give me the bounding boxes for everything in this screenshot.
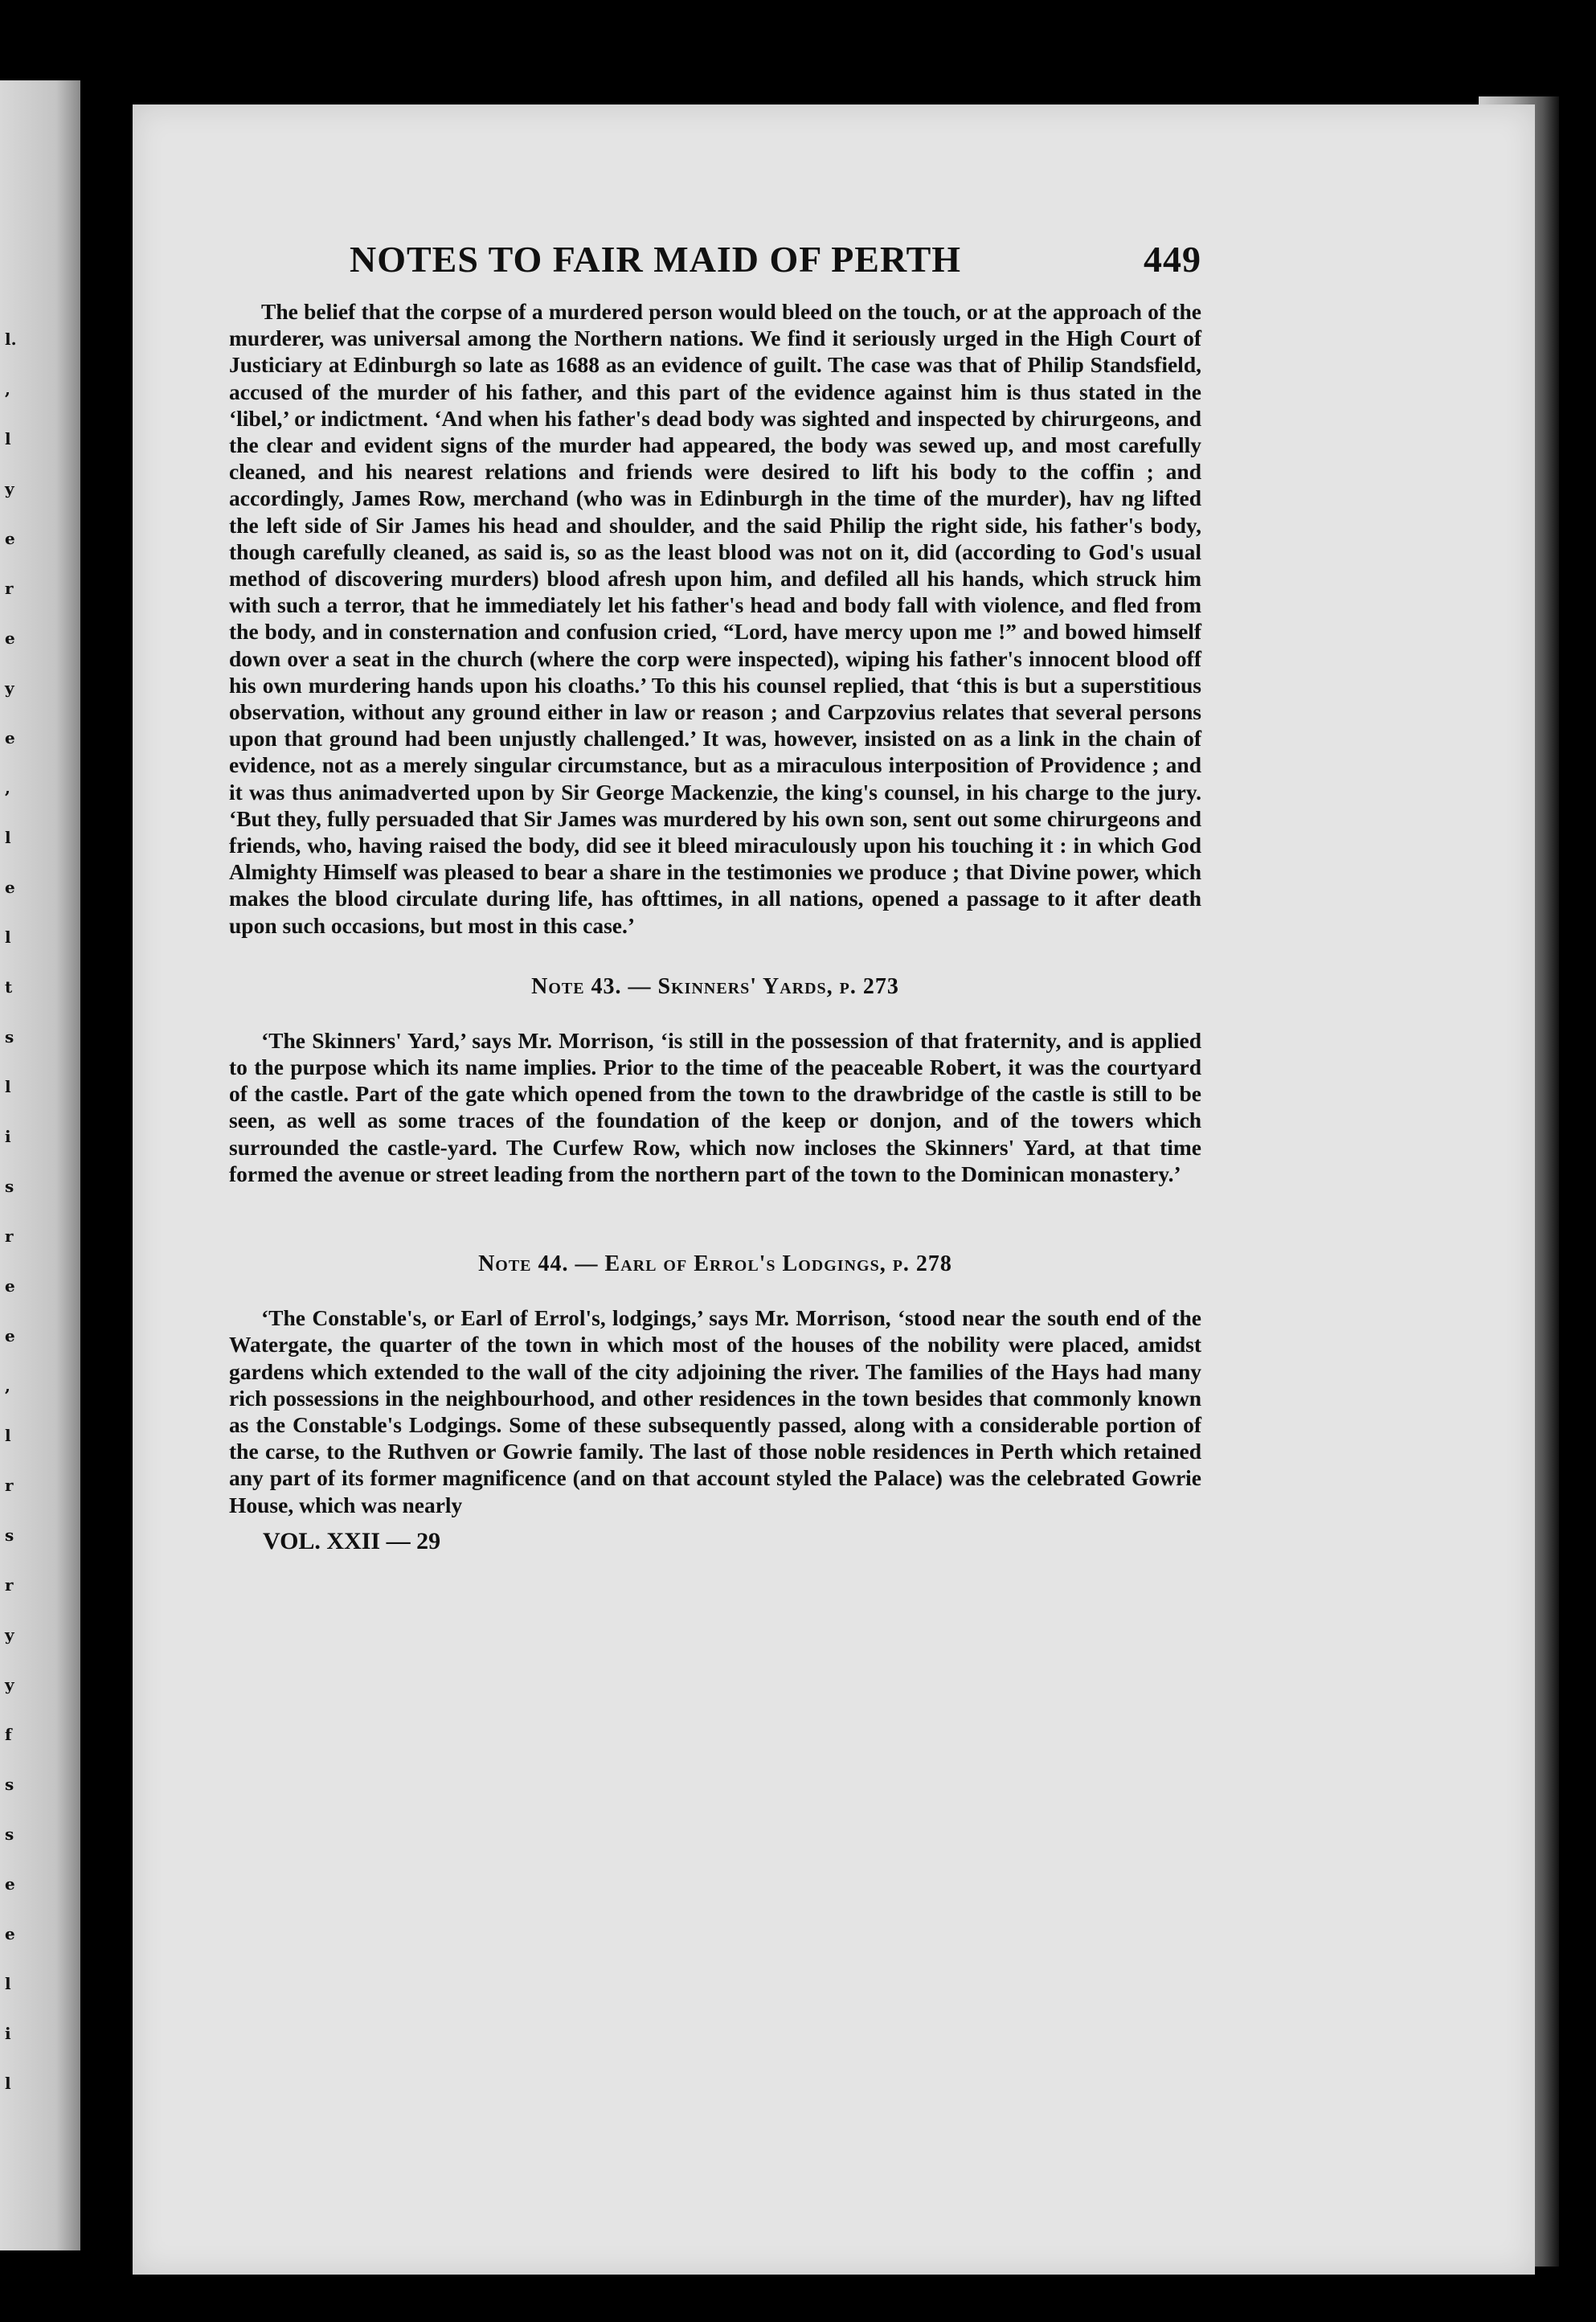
paragraph-corpse-bleeding: The belief that the corpse of a murdered person would bleed on the touch, or at the approach of the murderer, was universal among the Northern nations. We find it seriously urged in the High Court of Justiciary at Edinburgh so late as 1688 as an evidence of guilt. The case was that of Philip Standsfield, accused of the murder of his father, and this part of the evidence against him is thus stated in the ‘libel,’ or indictment. ‘And when his father's dead body was sighted and inspected by chirurgeons, and the clear and evident signs of the murder had appeared, the body was sewed up, and most carefully cleaned, and his nearest relations and friends were desired to lift his body to the coffin ; and accordingly, James Row, merchand (who was in Edinburgh in the time of the murder), hav ng lifted the left side of Sir James his head and shoulder, and the said Philip the right side, his father's body, though carefully cleaned, as said is, so as the least blood was not on it, did (according to God's usual method of discovering murders) blood afresh upon him, and defiled all his hands, which struck him with such a terror, that he immediately let his father's head and body fall with violence, and fled from the body, and in consternation and confusion cried, “Lord, have mercy upon me !” and bowed himself down over a seat in the church (where the corp were inspected), wiping his father's innocent blood off his own murdering hands upon his cloaths.’ To this his counsel replied, that ‘this is but a superstitious observation, without any ground either in law or reason ; and Carpzovius relates that several persons upon that ground had been unjustly challenged.’ It was, however, insisted on as a link in the chain of evidence, not as a merely singular circumstance, but as a miraculous interposition of Providence ; and it was thus animadverted upon by Sir George Mackenzie, the king's counsel, in his charge to the jury. ‘But they, fully persuaded that Sir James was murdered by his own son, sent out some chirurgeons and friends, who, having raised the body, did see it bleed miraculously upon his touching it : in which God Almighty Himself was pleased to bear a share in the testimonies we produce ; that Divine power, which makes the blood circulate during life, has ofttimes, in all nations, opened a passage to it after death upon such occasions, but most in this case.’	[229, 299, 1201, 938]
margin-fragment: e	[5, 1874, 15, 1894]
note-44-heading: Note 44. — Earl of Errol's Lodgings, p. 278	[478, 1251, 952, 1277]
margin-fragment: l	[5, 1077, 11, 1096]
running-header	[229, 238, 1201, 281]
page-content	[229, 238, 1201, 1555]
margin-fragment: l.	[5, 330, 17, 349]
margin-fragment: s	[5, 1177, 14, 1196]
previous-page-margin-text	[0, 80, 19, 2250]
margin-fragment: l	[5, 1974, 11, 1993]
volume-signature: VOL. XXII — 29	[263, 1527, 441, 1554]
margin-fragment: r	[5, 1227, 14, 1246]
margin-fragment: l	[5, 1426, 11, 1445]
margin-fragment: s	[5, 1027, 14, 1046]
margin-fragment: e	[5, 529, 15, 548]
margin-fragment: t	[5, 977, 13, 997]
margin-fragment: i	[5, 2024, 11, 2043]
margin-fragment: l	[5, 928, 11, 947]
margin-fragment: e	[5, 629, 15, 648]
margin-fragment: l	[5, 2074, 11, 2093]
running-title: NOTES TO FAIR MAID OF PERTH	[350, 239, 962, 280]
margin-fragment: r	[5, 1476, 14, 1495]
note-44-text: ‘The Constable's, or Earl of Errol's, lodgings,’ says Mr. Morrison, ‘stood near the south end of the Watergate, the quarter of the town in which most of the houses of the nobility were placed, amidst gardens which extended to the wall of the city adjoining the river. The families of the Hays had many rich possessions in the neighbourhood, and other residences in the town besides that commonly known as the Constable's Lodgings. Some of these subsequently passed, along with a considerable portion of the carse, to the Ruthven or Gowrie family. The last of those noble residences in Perth which retained any part of its former magnificence (and on that account styled the Palace) was the celebrated Gowrie House, which was nearly	[229, 1305, 1201, 1517]
margin-fragment: y	[5, 678, 14, 698]
margin-fragment: e	[5, 1326, 15, 1345]
margin-fragment: r	[5, 1575, 14, 1595]
margin-fragment: ,	[5, 778, 10, 797]
margin-fragment: s	[5, 1824, 14, 1844]
margin-fragment: y	[5, 479, 14, 498]
margin-fragment: e	[5, 1924, 15, 1943]
note-43-heading: Note 43. — Skinners' Yards, p. 273	[531, 973, 899, 999]
margin-fragment: f	[5, 1725, 12, 1744]
margin-fragment: r	[5, 579, 14, 598]
margin-fragment: i	[5, 1127, 11, 1146]
margin-fragment: e	[5, 728, 15, 747]
margin-fragment: l	[5, 828, 11, 847]
margin-fragment: y	[5, 1625, 14, 1644]
margin-fragment: l	[5, 429, 11, 448]
page-number: 449	[1144, 239, 1201, 280]
margin-fragment: s	[5, 1775, 14, 1794]
margin-fragment: e	[5, 1276, 15, 1296]
margin-fragment: y	[5, 1675, 14, 1694]
margin-fragment: ,	[5, 379, 10, 399]
note-43-text: ‘The Skinners' Yard,’ says Mr. Morrison, ‘is still in the possession of that fraternity, and is applied to the purpose which its name implies. Prior to the time of the peaceable Robert, it was the courtyard of the castle. Part of the gate which opened from the town to the drawbridge of the castle is still to be seen, as well as some traces of the foundation of the keep or donjon, and of the towers which surrounded the castle-yard. The Curfew Row, which now incloses the Skinners' Yard, at that time formed the avenue or street leading from the northern part of the town to the Dominican monastery.’	[229, 1027, 1201, 1186]
margin-fragment: ,	[5, 1376, 10, 1395]
margin-fragment: s	[5, 1525, 14, 1545]
margin-fragment: e	[5, 878, 15, 897]
